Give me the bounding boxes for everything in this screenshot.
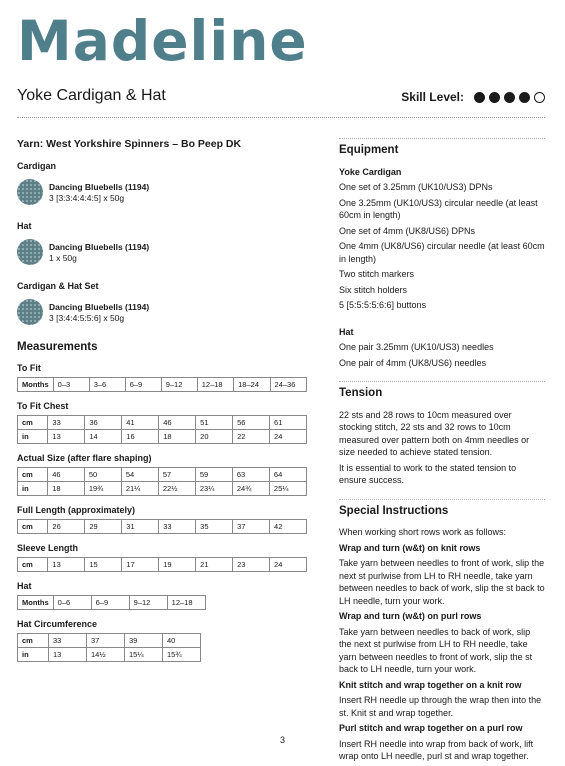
instruction-text: Insert RH needle up through the wrap then into the st. Knit st and wrap together. bbox=[339, 695, 542, 718]
tension-heading: Tension bbox=[339, 381, 545, 400]
table-cell: 19¾ bbox=[84, 482, 121, 496]
list-item: One 4mm (UK8/US6) circular needle (at least 60cm in length) bbox=[339, 241, 545, 264]
table-row bbox=[18, 430, 307, 444]
yarn-group-label: Hat bbox=[17, 221, 32, 231]
equipment-cardigan-label: Yoke Cardigan bbox=[339, 166, 402, 177]
table-cell: 21 bbox=[196, 558, 233, 572]
equipment-hat-label: Hat bbox=[339, 326, 354, 337]
table-cell: 24 bbox=[270, 430, 307, 444]
measurement-table bbox=[17, 519, 307, 534]
table-cell: 24 bbox=[270, 558, 307, 572]
list-item: Two stitch markers bbox=[339, 269, 415, 279]
yarn-name: Dancing Bluebells (1194) bbox=[49, 181, 150, 192]
list-item: One 3.25mm (UK10/US3) circular needle (at least 60cm in length) bbox=[339, 197, 538, 220]
instruction-text: Insert RH needle into wrap from back of work, lift wrap onto LH needle, purl st and wrap together. bbox=[339, 738, 534, 761]
yarn-swatch-icon bbox=[17, 299, 43, 325]
table-cell: 35 bbox=[196, 520, 233, 534]
table-cell: 31 bbox=[122, 520, 159, 534]
table-row bbox=[18, 520, 307, 534]
yarn-qty: 3 [3:3:4:4:4:5] x 50g bbox=[49, 192, 125, 203]
table-cell: 63 bbox=[232, 468, 269, 482]
table-cell: 37 bbox=[233, 520, 270, 534]
table-cell: 54 bbox=[121, 468, 158, 482]
table-cell: 19 bbox=[159, 558, 196, 572]
table-cell: 13 bbox=[49, 648, 87, 662]
table-row bbox=[18, 416, 307, 430]
skill-dot-empty-icon bbox=[534, 92, 545, 103]
table-cell: 46 bbox=[48, 468, 85, 482]
table-cell: 17 bbox=[122, 558, 159, 572]
measurement-title: Actual Size (after flare shaping) bbox=[17, 453, 152, 463]
table-row bbox=[18, 482, 307, 496]
table-cell: 61 bbox=[270, 416, 307, 430]
table-cell: 9–12 bbox=[129, 596, 167, 610]
header-divider bbox=[17, 117, 545, 118]
table-cell: 59 bbox=[195, 468, 232, 482]
table-cell: 18–24 bbox=[234, 378, 270, 392]
table-cell: 9–12 bbox=[161, 378, 197, 392]
row-header: in bbox=[18, 430, 48, 444]
table-cell: 56 bbox=[233, 416, 270, 430]
skill-dot-filled-icon bbox=[504, 92, 515, 103]
table-cell: 18 bbox=[159, 430, 196, 444]
measurement-title: To Fit Chest bbox=[17, 401, 69, 411]
yarn-line: Yarn: West Yorkshire Spinners – Bo Peep DK bbox=[17, 138, 242, 150]
skill-dot-filled-icon bbox=[474, 92, 485, 103]
table-cell: 46 bbox=[159, 416, 196, 430]
instruction-text: Take yarn between needles to front of work, slip the next st purlwise from LH to RH needle, take yarn between needles to back of work, slip the st back to LH needle, turn your work. bbox=[339, 558, 545, 606]
table-cell: 25¼ bbox=[269, 482, 306, 496]
right-column bbox=[339, 138, 545, 766]
measurement-table bbox=[17, 557, 307, 572]
instruction-title: Purl stitch and wrap together on a purl row bbox=[339, 723, 523, 733]
equipment-cardigan-list bbox=[339, 181, 545, 312]
table-row bbox=[18, 378, 307, 392]
table-cell: 14½ bbox=[87, 648, 125, 662]
table-cell: 16 bbox=[122, 430, 159, 444]
table-cell: 23¼ bbox=[195, 482, 232, 496]
special-instructions-list bbox=[339, 542, 545, 763]
measurement-title: Hat bbox=[17, 581, 32, 591]
table-cell: 15 bbox=[85, 558, 122, 572]
skill-dot-filled-icon bbox=[519, 92, 530, 103]
table-cell: 29 bbox=[85, 520, 122, 534]
instruction-text: Take yarn between needles to back of work, slip the next st purlwise from LH to RH needle, take yarn between needles to front of work, slip the st back to LH needle, turn your work. bbox=[339, 626, 533, 674]
table-row bbox=[18, 596, 206, 610]
table-cell: 22½ bbox=[158, 482, 195, 496]
table-cell: 13 bbox=[48, 430, 85, 444]
measurements-tables bbox=[17, 363, 307, 662]
instruction-title: Wrap and turn (w&t) on knit rows bbox=[339, 542, 481, 553]
yarn-group-label: Cardigan & Hat Set bbox=[17, 281, 99, 291]
pattern-subtitle: Yoke Cardigan & Hat bbox=[17, 87, 166, 104]
table-cell: 51 bbox=[196, 416, 233, 430]
special-intro: When working short rows work as follows: bbox=[339, 527, 507, 537]
yarn-qty: 1 x 50g bbox=[49, 252, 77, 263]
table-cell: 14 bbox=[85, 430, 122, 444]
table-cell: 33 bbox=[159, 520, 196, 534]
page-number: 3 bbox=[279, 735, 285, 745]
table-cell: 0–3 bbox=[53, 378, 89, 392]
measurement-table bbox=[17, 377, 307, 392]
measurement-table bbox=[17, 467, 307, 496]
table-cell: 24¾ bbox=[232, 482, 269, 496]
row-header: in bbox=[18, 648, 49, 662]
measurements-heading: Measurements bbox=[17, 341, 98, 353]
list-item: One set of 3.25mm (UK10/US3) DPNs bbox=[339, 182, 493, 192]
table-cell: 22 bbox=[233, 430, 270, 444]
skill-level-dots bbox=[470, 92, 545, 103]
table-cell: 15¼ bbox=[125, 648, 163, 662]
table-cell: 33 bbox=[49, 634, 87, 648]
table-cell: 12–18 bbox=[167, 596, 205, 610]
table-cell: 6–9 bbox=[125, 378, 161, 392]
yarn-qty: 3 [3:4:4:5:5:6] x 50g bbox=[49, 312, 125, 323]
special-heading: Special Instructions bbox=[339, 499, 545, 518]
instruction-title: Knit stitch and wrap together on a knit row bbox=[339, 679, 522, 690]
list-item: One pair 3.25mm (UK10/US3) needles bbox=[339, 342, 494, 352]
table-cell: 21¼ bbox=[121, 482, 158, 496]
row-header: cm bbox=[18, 520, 48, 534]
yarn-group-set bbox=[17, 281, 307, 325]
table-cell: 36 bbox=[85, 416, 122, 430]
yarn-group-label: Cardigan bbox=[17, 161, 57, 171]
tension-text: 22 sts and 28 rows to 10cm measured over stocking stitch, 22 sts and 32 rows to 10cm measured over pattern both on 4mm needles or size needed to achieve stated tension. bbox=[339, 409, 530, 457]
tension-note: It is essential to work to the stated tension to ensure success. bbox=[339, 462, 517, 485]
skill-level-label: Skill Level: bbox=[401, 90, 464, 104]
row-header: in bbox=[18, 482, 48, 496]
table-cell: 20 bbox=[196, 430, 233, 444]
yarn-name: Dancing Bluebells (1194) bbox=[49, 241, 150, 252]
table-cell: 3–6 bbox=[89, 378, 125, 392]
table-cell: 41 bbox=[122, 416, 159, 430]
table-cell: 6–9 bbox=[91, 596, 129, 610]
table-cell: 0–6 bbox=[53, 596, 91, 610]
yarn-name: Dancing Bluebells (1194) bbox=[49, 301, 150, 312]
table-cell: 23 bbox=[233, 558, 270, 572]
row-header: Months bbox=[18, 596, 54, 610]
measurement-title: Hat Circumference bbox=[17, 619, 98, 629]
yarn-group-hat bbox=[17, 221, 307, 265]
list-item: One pair of 4mm (UK8/US6) needles bbox=[339, 357, 487, 368]
list-item: 5 [5:5:5:5:6:6] buttons bbox=[339, 300, 427, 310]
table-row bbox=[18, 558, 307, 572]
pattern-title: Madeline bbox=[17, 9, 308, 73]
table-cell: 39 bbox=[125, 634, 163, 648]
equipment-heading: Equipment bbox=[339, 138, 545, 157]
measurement-title: To Fit bbox=[17, 363, 41, 373]
table-cell: 37 bbox=[87, 634, 125, 648]
row-header: cm bbox=[18, 634, 49, 648]
row-header: cm bbox=[18, 558, 48, 572]
measurement-table bbox=[17, 415, 307, 444]
table-cell: 50 bbox=[84, 468, 121, 482]
table-cell: 26 bbox=[48, 520, 85, 534]
yarn-group-cardigan bbox=[17, 161, 307, 205]
equipment-hat-list bbox=[339, 341, 545, 369]
table-cell: 13 bbox=[48, 558, 85, 572]
table-row bbox=[18, 634, 201, 648]
skill-dot-filled-icon bbox=[489, 92, 500, 103]
measurement-title: Sleeve Length bbox=[17, 543, 79, 553]
list-item: Six stitch holders bbox=[339, 284, 408, 295]
row-header: cm bbox=[18, 468, 48, 482]
table-cell: 64 bbox=[269, 468, 306, 482]
table-cell: 57 bbox=[158, 468, 195, 482]
measurement-title: Full Length (approximately) bbox=[17, 505, 136, 515]
table-cell: 15¾ bbox=[163, 648, 201, 662]
table-row bbox=[18, 468, 307, 482]
row-header: cm bbox=[18, 416, 48, 430]
measurement-table bbox=[17, 595, 206, 610]
table-cell: 33 bbox=[48, 416, 85, 430]
row-header: Months bbox=[18, 378, 54, 392]
measurement-table bbox=[17, 633, 201, 662]
yarn-swatch-icon bbox=[17, 239, 43, 265]
table-cell: 18 bbox=[48, 482, 85, 496]
left-column bbox=[17, 138, 307, 671]
table-cell: 42 bbox=[270, 520, 307, 534]
table-row bbox=[18, 648, 201, 662]
instruction-title: Wrap and turn (w&t) on purl rows bbox=[339, 611, 482, 621]
table-cell: 40 bbox=[163, 634, 201, 648]
skill-level bbox=[401, 90, 545, 104]
table-cell: 24–36 bbox=[270, 378, 306, 392]
yarn-swatch-icon bbox=[17, 179, 43, 205]
table-cell: 12–18 bbox=[197, 378, 233, 392]
list-item: One set of 4mm (UK8/US6) DPNs bbox=[339, 225, 476, 236]
